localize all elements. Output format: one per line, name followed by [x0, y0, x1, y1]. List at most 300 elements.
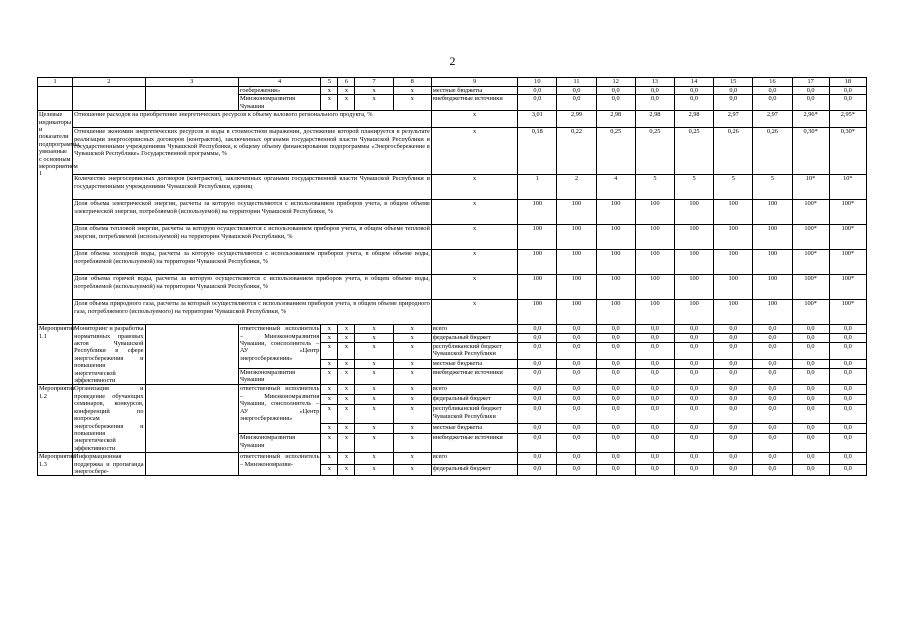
value-cell: 0,0	[557, 395, 596, 405]
table-row	[38, 87, 867, 95]
value-cell: 0,0	[753, 385, 792, 395]
value-cell: 0,0	[596, 395, 635, 405]
value-cell: 2	[557, 175, 596, 200]
value-cell: 100	[596, 225, 635, 250]
value-cell: 0,30*	[829, 128, 866, 175]
code-cell: x	[321, 395, 338, 405]
code-cell: x	[338, 87, 355, 95]
value-cell: 0,0	[596, 325, 635, 334]
value-cell: 0,0	[635, 343, 674, 360]
code-cell: x	[355, 359, 393, 368]
indicator-row	[38, 111, 867, 128]
value-cell: 100*	[792, 225, 829, 250]
value-cell: 0,0	[753, 325, 792, 334]
value-cell: 0,0	[674, 343, 713, 360]
code-cell: x	[338, 405, 355, 424]
value-cell: 0,0	[792, 464, 829, 476]
code-cell: x	[321, 453, 338, 465]
value-cell: 0,0	[714, 395, 753, 405]
program-table	[37, 77, 867, 476]
code-cell: x	[321, 405, 338, 424]
value-cell: 0,0	[518, 325, 557, 334]
value-cell: 0,0	[557, 385, 596, 395]
value-cell: 0,0	[829, 453, 866, 465]
indicator-text: Доля объема горячей воды, расчеты за которую осуществляются с использованием приборов учета, в общем объеме воды, потребляемой (используемой) на территории Чувашской Республики, %	[73, 275, 432, 300]
value-cell: 0,25	[635, 128, 674, 175]
value-cell: 0,0	[635, 424, 674, 434]
code-cell: x	[338, 424, 355, 434]
code-cell: x	[321, 95, 338, 111]
code-cell: x	[338, 434, 355, 453]
column-number: 5	[321, 78, 338, 87]
value-cell: 0,26	[753, 128, 792, 175]
value-cell: 100*	[792, 275, 829, 300]
value-cell: 0,0	[714, 464, 753, 476]
code-cell: x	[393, 464, 431, 476]
value-cell: 0,0	[753, 95, 792, 111]
value-cell: 0,0	[829, 334, 866, 343]
code-cell: x	[321, 368, 338, 385]
code-cell: x	[431, 111, 517, 128]
value-cell: 5	[714, 175, 753, 200]
value-cell: 100	[674, 250, 713, 275]
value-cell: 100	[714, 200, 753, 225]
value-cell: 0,26	[714, 128, 753, 175]
value-cell: 100	[674, 225, 713, 250]
value-cell: 100	[635, 250, 674, 275]
value-cell: 0,0	[714, 368, 753, 385]
value-cell: 0,0	[518, 385, 557, 395]
value-cell: 100	[753, 225, 792, 250]
code-cell: x	[431, 175, 517, 200]
code-cell: x	[393, 424, 431, 434]
empty-cell	[38, 87, 73, 111]
indicator-text: Отношение расходов на приобретение энергетических ресурсов к объему валового регионального продукта, %	[73, 111, 432, 128]
column-number: 14	[674, 78, 713, 87]
value-cell: 0,0	[557, 343, 596, 360]
source-cell: федеральный бюджет	[431, 464, 517, 476]
value-cell: 100*	[829, 300, 866, 325]
value-cell: 0,0	[635, 334, 674, 343]
value-cell: 0,0	[829, 343, 866, 360]
code-cell: x	[338, 464, 355, 476]
value-cell: 100	[557, 200, 596, 225]
column-number: 18	[829, 78, 866, 87]
value-cell: 0,0	[518, 334, 557, 343]
code-cell: x	[393, 343, 431, 360]
value-cell: 0,0	[635, 87, 674, 95]
value-cell: 5	[753, 175, 792, 200]
code-cell: x	[355, 343, 393, 360]
value-cell: 100*	[792, 250, 829, 275]
value-cell: 0,0	[714, 334, 753, 343]
code-cell: x	[431, 275, 517, 300]
value-cell: 100*	[792, 300, 829, 325]
value-cell: 0,0	[518, 343, 557, 360]
value-cell: 2,96*	[792, 111, 829, 128]
activity-row	[38, 385, 867, 395]
value-cell: 0,0	[792, 434, 829, 453]
value-cell: 0,0	[753, 405, 792, 424]
value-cell: 0,0	[753, 334, 792, 343]
value-cell: 0,0	[714, 434, 753, 453]
value-cell: 0,0	[674, 405, 713, 424]
code-cell: x	[393, 395, 431, 405]
value-cell: 0,0	[829, 395, 866, 405]
targets-label: Целевые индикаторы и показатели подпрограммы, увязанные с основным мероприятием 1	[38, 111, 73, 325]
column-number: 13	[635, 78, 674, 87]
source-cell: местные бюджеты	[431, 87, 517, 95]
value-cell: 100	[714, 300, 753, 325]
value-cell: 0,22	[557, 128, 596, 175]
value-cell: 0,30*	[792, 128, 829, 175]
value-cell: 100*	[829, 225, 866, 250]
code-cell: x	[321, 434, 338, 453]
value-cell: 0,0	[557, 464, 596, 476]
value-cell: 0,0	[635, 359, 674, 368]
code-cell: x	[338, 368, 355, 385]
value-cell: 0,0	[518, 405, 557, 424]
code-cell: x	[393, 385, 431, 395]
executor-cell: ответственный исполнитель – Минэкономразвития Чувашии, соисполнитель – АУ «Центр энергосбережения»	[238, 325, 320, 368]
source-cell: местные бюджеты	[431, 359, 517, 368]
executor-cell: Минэкономразвития Чувашии	[238, 368, 320, 385]
value-cell: 0,0	[792, 87, 829, 95]
value-cell: 0,0	[829, 95, 866, 111]
code-cell: x	[431, 200, 517, 225]
indicator-text: Отношение экономии энергетических ресурсов и воды в стоимостном выражении, достижение которой планируется в результате реализации энергосервисных договоров (контрактов), заключенных органами государственной власти Чувашской Республики и государственными учреждениями Чувашской Республики, к общему объему финансирования подпрограммы «Энергосбережение в Чувашской Республике» Государственной программы, %	[73, 128, 432, 175]
value-cell: 100	[753, 200, 792, 225]
indicator-text: Доля объема электрической энергии, расчеты за которую осуществляются с использованием приборов учета, в общем объеме электрической энергии, потребляемой (используемой) на территории Чувашской Республики, %	[73, 200, 432, 225]
value-cell: 0,0	[829, 359, 866, 368]
executor-cell: ответственный исполнитель – Минэкономразвития Чувашии, соисполнитель – АУ «Центр энергосбережения»	[238, 385, 320, 434]
value-cell: 100	[557, 275, 596, 300]
indicator-text: Доля объема природного газа, расчеты за который осуществляются с использованием приборов учета, в общем объеме природного газа, потребляемого (используемого) на территории Чувашской Республики, %	[73, 300, 432, 325]
value-cell: 100	[635, 200, 674, 225]
value-cell: 0,0	[792, 343, 829, 360]
indicator-text: Доля объема холодной воды, расчеты за которую осуществляются с использованием приборов учета, в общем объеме воды, потребляемой (используемой) на территории Чувашской Республики, %	[73, 250, 432, 275]
value-cell: 0,0	[557, 434, 596, 453]
code-cell: x	[321, 325, 338, 334]
header-row	[38, 78, 867, 87]
indicator-row	[38, 225, 867, 250]
value-cell: 0,0	[674, 464, 713, 476]
value-cell: 0,0	[518, 453, 557, 465]
value-cell: 0,0	[596, 87, 635, 95]
value-cell: 0,0	[753, 368, 792, 385]
value-cell: 0,0	[674, 424, 713, 434]
value-cell: 0,0	[792, 424, 829, 434]
value-cell: 0,0	[635, 434, 674, 453]
value-cell: 100	[518, 225, 557, 250]
value-cell: 100	[674, 200, 713, 225]
column-number: 1	[38, 78, 73, 87]
value-cell: 100	[557, 225, 596, 250]
value-cell: 100	[518, 200, 557, 225]
value-cell: 0,0	[714, 405, 753, 424]
value-cell: 100	[596, 300, 635, 325]
value-cell: 0,0	[714, 453, 753, 465]
value-cell: 0,0	[674, 395, 713, 405]
value-cell: 0,0	[518, 359, 557, 368]
value-cell: 0,0	[557, 424, 596, 434]
value-cell: 0,0	[596, 95, 635, 111]
value-cell: 0,0	[635, 95, 674, 111]
source-cell: всего	[431, 325, 517, 334]
column-number: 6	[338, 78, 355, 87]
code-cell: x	[355, 424, 393, 434]
column-number: 8	[393, 78, 431, 87]
value-cell: 0,0	[635, 385, 674, 395]
value-cell: 100	[753, 300, 792, 325]
value-cell: 0,0	[714, 359, 753, 368]
value-cell: 0,0	[753, 464, 792, 476]
source-cell: внебюджетные источники	[431, 368, 517, 385]
empty-cell	[145, 87, 238, 111]
empty-cell	[73, 87, 145, 111]
source-cell: республиканский бюджет Чувашской Республики	[431, 405, 517, 424]
activity-label: Мероприятие 1.1	[38, 325, 73, 385]
value-cell: 0,0	[518, 464, 557, 476]
value-cell: 0,25	[674, 128, 713, 175]
value-cell: 0,0	[557, 405, 596, 424]
value-cell: 0,0	[674, 334, 713, 343]
activity-name: Мониторинг и разработка нормативных правовых актов Чувашской Республики в сфере энергосбережения и повышения энергетической эффективности	[74, 325, 144, 385]
value-cell: 2,99	[557, 111, 596, 128]
executor-cell: Минэкономразвития Чувашии	[238, 95, 320, 111]
code-cell: x	[338, 359, 355, 368]
empty-cell	[145, 325, 238, 385]
value-cell: 0,0	[753, 359, 792, 368]
value-cell: 100	[753, 275, 792, 300]
code-cell: x	[321, 464, 338, 476]
value-cell: 0,0	[753, 87, 792, 95]
source-cell: республиканский бюджет Чувашской Республики	[431, 343, 517, 360]
value-cell: 0,0	[674, 453, 713, 465]
value-cell: 0,0	[596, 343, 635, 360]
value-cell: 100	[714, 250, 753, 275]
value-cell: 100	[557, 300, 596, 325]
code-cell: x	[393, 405, 431, 424]
value-cell: 0,0	[518, 434, 557, 453]
value-cell: 0,0	[792, 385, 829, 395]
code-cell: x	[355, 334, 393, 343]
value-cell: 0,0	[518, 87, 557, 95]
indicator-text: Доля объема тепловой энергии, расчеты за которую осуществляются с использованием приборов учета, в общем объеме тепловой энергии, потребляемой (используемой) на территории Чувашской Республики, %	[73, 225, 432, 250]
value-cell: 100	[714, 275, 753, 300]
column-number: 15	[714, 78, 753, 87]
value-cell: 0,0	[792, 368, 829, 385]
code-cell: x	[355, 395, 393, 405]
value-cell: 2,95*	[829, 111, 866, 128]
value-cell: 0,0	[596, 334, 635, 343]
value-cell: 0,0	[596, 368, 635, 385]
code-cell: x	[338, 95, 355, 111]
source-cell: всего	[431, 453, 517, 465]
executor-cell: Минэкономразвития Чувашии	[238, 434, 320, 453]
value-cell: 0,0	[792, 453, 829, 465]
value-cell: 0,0	[518, 424, 557, 434]
value-cell: 2,98	[635, 111, 674, 128]
column-number: 16	[753, 78, 792, 87]
code-cell: x	[431, 250, 517, 275]
value-cell: 5	[635, 175, 674, 200]
value-cell: 0,0	[518, 95, 557, 111]
value-cell: 5	[674, 175, 713, 200]
column-number: 2	[73, 78, 145, 87]
code-cell: x	[393, 359, 431, 368]
code-cell: x	[338, 453, 355, 465]
value-cell: 0,0	[792, 359, 829, 368]
activity-row	[38, 325, 867, 334]
value-cell: 0,0	[753, 343, 792, 360]
value-cell: 0,0	[829, 385, 866, 395]
indicator-row	[38, 200, 867, 225]
code-cell: x	[355, 385, 393, 395]
column-number: 12	[596, 78, 635, 87]
value-cell: 0,0	[829, 434, 866, 453]
value-cell: 100	[518, 300, 557, 325]
value-cell: 0,0	[674, 95, 713, 111]
value-cell: 100	[557, 250, 596, 275]
value-cell: 100	[518, 275, 557, 300]
value-cell: 0,0	[829, 87, 866, 95]
value-cell: 100	[596, 275, 635, 300]
value-cell: 0,0	[674, 368, 713, 385]
source-cell: внебюджетные источники	[431, 95, 517, 111]
source-cell: внебюджетные источники	[431, 434, 517, 453]
activity-label: Мероприятие 1.3	[38, 453, 73, 476]
value-cell: 100	[635, 275, 674, 300]
column-number: 3	[145, 78, 238, 87]
value-cell: 2,97	[753, 111, 792, 128]
code-cell: x	[431, 300, 517, 325]
value-cell: 0,0	[557, 325, 596, 334]
value-cell: 0,0	[557, 95, 596, 111]
code-cell: x	[338, 325, 355, 334]
code-cell: x	[431, 128, 517, 175]
value-cell: 0,0	[714, 385, 753, 395]
value-cell: 2,98	[596, 111, 635, 128]
value-cell: 0,0	[753, 424, 792, 434]
code-cell: x	[355, 325, 393, 334]
value-cell: 100*	[829, 200, 866, 225]
code-cell: x	[393, 368, 431, 385]
value-cell: 0,0	[674, 87, 713, 95]
value-cell: 0,0	[518, 368, 557, 385]
value-cell: 100	[596, 250, 635, 275]
value-cell: 0,0	[596, 424, 635, 434]
value-cell: 0,0	[557, 334, 596, 343]
code-cell: x	[393, 453, 431, 465]
code-cell: x	[321, 87, 338, 95]
value-cell: 0,0	[674, 385, 713, 395]
value-cell: 100*	[792, 200, 829, 225]
empty-cell	[145, 453, 238, 476]
activity-row	[38, 453, 867, 465]
source-cell: федеральный бюджет	[431, 395, 517, 405]
value-cell: 100	[674, 275, 713, 300]
value-cell: 100	[674, 300, 713, 325]
code-cell: x	[393, 334, 431, 343]
value-cell: 0,0	[557, 359, 596, 368]
value-cell: 0,0	[596, 385, 635, 395]
value-cell: 4	[596, 175, 635, 200]
value-cell: 0,0	[792, 334, 829, 343]
code-cell: x	[431, 225, 517, 250]
value-cell: 0,0	[596, 453, 635, 465]
value-cell: 0,0	[635, 325, 674, 334]
value-cell: 0,0	[635, 453, 674, 465]
column-number: 4	[238, 78, 320, 87]
code-cell: x	[355, 87, 393, 95]
value-cell: 0,0	[792, 395, 829, 405]
activity-name: Информационная поддержка и пропаганда энергосбере-	[74, 453, 144, 475]
indicator-row	[38, 128, 867, 175]
code-cell: x	[338, 343, 355, 360]
value-cell: 0,0	[753, 453, 792, 465]
code-cell: x	[355, 95, 393, 111]
value-cell: 0,0	[674, 359, 713, 368]
value-cell: 0,0	[714, 343, 753, 360]
code-cell: x	[338, 395, 355, 405]
value-cell: 2,97	[714, 111, 753, 128]
value-cell: 2,98	[674, 111, 713, 128]
page-number: 2	[449, 54, 456, 68]
column-number: 17	[792, 78, 829, 87]
code-cell: x	[338, 334, 355, 343]
value-cell: 100	[596, 200, 635, 225]
value-cell: 0,0	[557, 368, 596, 385]
value-cell: 100	[518, 250, 557, 275]
code-cell: x	[355, 368, 393, 385]
activity-label: Мероприятие 1.2	[38, 385, 73, 453]
value-cell: 0,0	[674, 434, 713, 453]
value-cell: 0,0	[714, 95, 753, 111]
value-cell: 0,0	[753, 434, 792, 453]
source-cell: всего	[431, 385, 517, 395]
value-cell: 0,25	[596, 128, 635, 175]
value-cell: 100	[635, 300, 674, 325]
value-cell: 0,0	[635, 368, 674, 385]
code-cell: x	[321, 359, 338, 368]
indicator-text: Количество энергосервисных договоров (контрактов), заключенных органами государственной власти Чувашской Республики и государственными учреждениями Чувашской Республики, единиц	[73, 175, 432, 200]
code-cell: x	[321, 343, 338, 360]
value-cell: 100	[635, 225, 674, 250]
code-cell: x	[321, 424, 338, 434]
indicator-row	[38, 275, 867, 300]
value-cell: 100*	[829, 275, 866, 300]
code-cell: x	[338, 385, 355, 395]
value-cell: 0,0	[714, 87, 753, 95]
value-cell: 0,0	[596, 359, 635, 368]
executor-cell: гоебережения»	[238, 87, 320, 95]
value-cell: 0,18	[518, 128, 557, 175]
code-cell: x	[321, 334, 338, 343]
code-cell: x	[393, 87, 431, 95]
value-cell: 0,0	[714, 424, 753, 434]
code-cell: x	[355, 453, 393, 465]
code-cell: x	[393, 325, 431, 334]
column-number: 9	[431, 78, 517, 87]
source-cell: местные бюджеты	[431, 424, 517, 434]
value-cell: 0,0	[792, 325, 829, 334]
value-cell: 0,0	[829, 325, 866, 334]
code-cell: x	[355, 405, 393, 424]
activity-name: Организация и проведение обучающих семинаров, конкурсов, конференций по вопросам энергосбережения и повышения энергетической эффективности	[74, 385, 144, 452]
column-number: 10	[518, 78, 557, 87]
indicator-row	[38, 300, 867, 325]
